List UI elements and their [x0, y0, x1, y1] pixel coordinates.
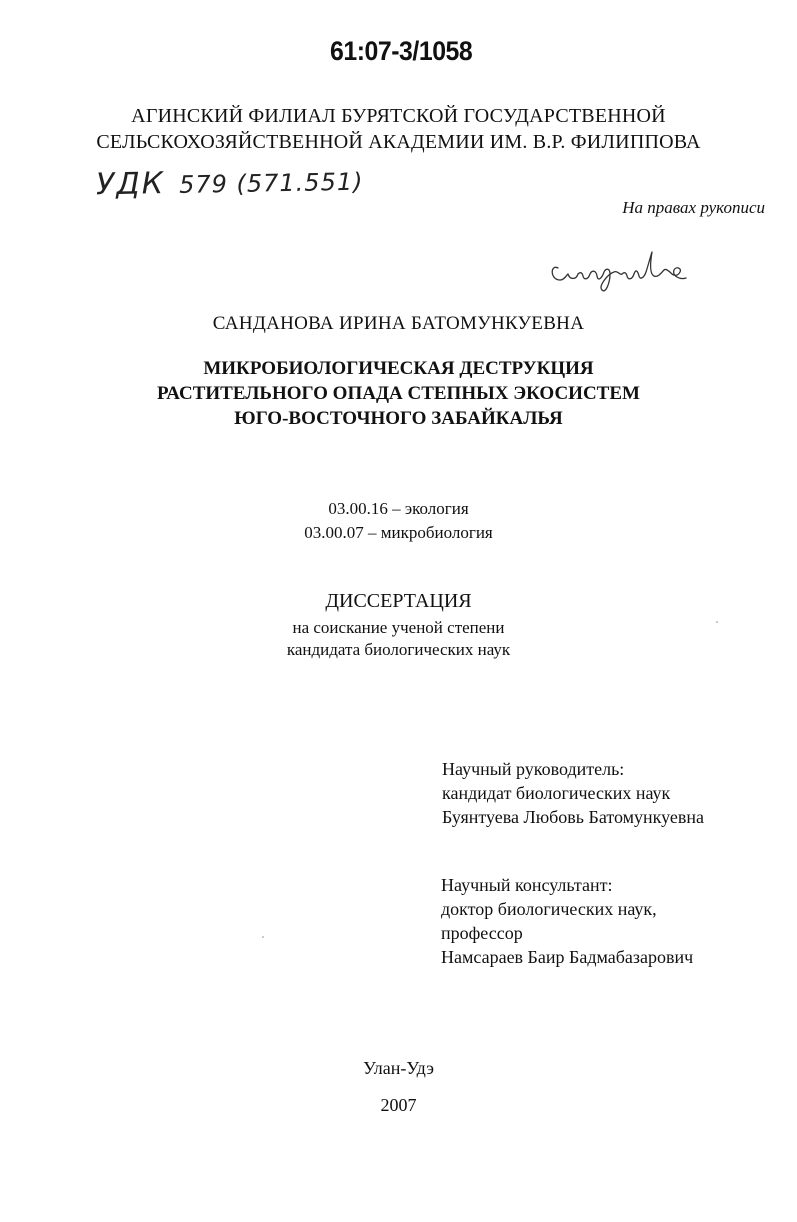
catalog-number: 61:07-3/1058 [330, 36, 473, 66]
scan-speck [716, 621, 718, 623]
document-type: ДИССЕРТАЦИЯ [325, 590, 472, 612]
degree-line-1: на соискание ученой степени [292, 618, 505, 637]
udk-label: УДК [95, 166, 166, 203]
year: 2007 [380, 1095, 417, 1115]
degree-line-2: кандидата биологических наук [286, 640, 511, 659]
consultant-role: Научный консультант: [441, 875, 613, 895]
institution-line-1: АГИНСКИЙ ФИЛИАЛ БУРЯТСКОЙ ГОСУДАРСТВЕННОЙ [131, 105, 666, 127]
scan-speck [262, 936, 264, 938]
title-line-1: МИКРОБИОЛОГИЧЕСКАЯ ДЕСТРУКЦИЯ [203, 358, 594, 379]
rights-note: На правах рукописи [622, 198, 765, 217]
consultant-title: профессор [441, 923, 523, 943]
scientific-consultant [441, 873, 693, 969]
supervisor-role: Научный руководитель: [442, 759, 625, 779]
supervisor-name: Буянтуева Любовь Батомункуевна [442, 807, 705, 827]
degree-sought [0, 617, 797, 661]
author-signature [546, 238, 696, 298]
author-name: САНДАНОВА ИРИНА БАТОМУНКУЕВНА [212, 313, 585, 334]
udk-handwritten [96, 163, 364, 203]
udk-code: 579 (571.551) [178, 167, 364, 199]
institution-line-2: СЕЛЬСКОХОЗЯЙСТВЕННОЙ АКАДЕМИИ ИМ. В.Р. ФИЛИППОВА [96, 131, 701, 153]
city: Улан-Удэ [363, 1058, 434, 1078]
title-line-3: ЮГО-ВОСТОЧНОГО ЗАБАЙКАЛЬЯ [234, 408, 563, 429]
title-line-2: РАСТИТЕЛЬНОГО ОПАДА СТЕПНЫХ ЭКОСИСТЕМ [157, 383, 640, 404]
scientific-supervisor [442, 757, 704, 829]
specialty-microbiology: 03.00.07 – микробиология [304, 523, 493, 542]
specialty-codes [0, 497, 797, 545]
consultant-degree: доктор биологических наук, [441, 899, 657, 919]
dissertation-title [0, 356, 797, 431]
supervisor-degree: кандидат биологических наук [442, 783, 671, 803]
specialty-ecology: 03.00.16 – экология [328, 499, 469, 518]
institution-name [0, 103, 797, 155]
consultant-name: Намсараев Баир Бадмабазарович [441, 947, 694, 967]
